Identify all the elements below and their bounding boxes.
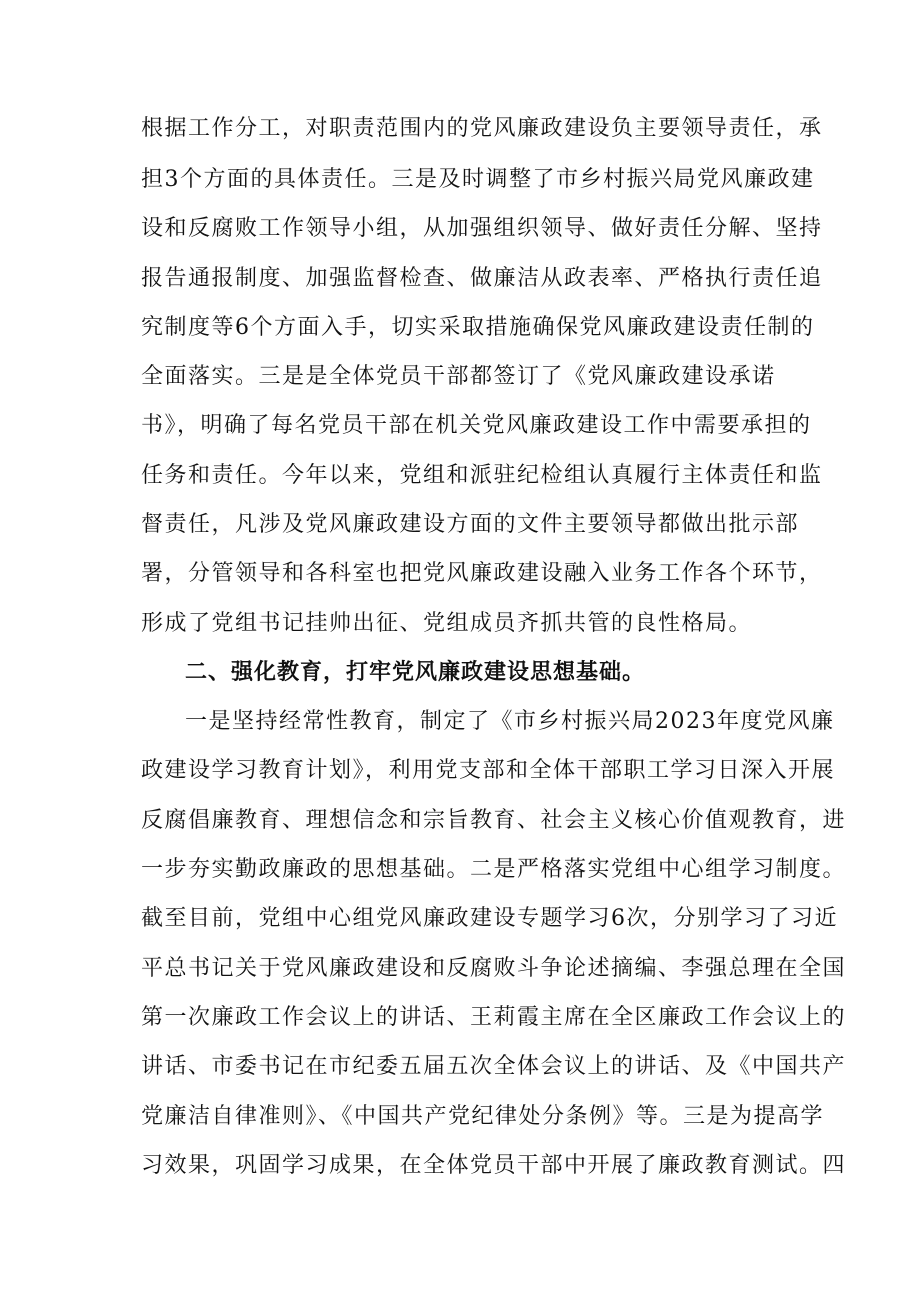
paragraph-line: 平总书记关于党风廉政建设和反腐败斗争论述摘编、李强总理在全国 — [141, 956, 847, 981]
paragraph-line: 根据工作分工，对职责范围内的党风廉政建设负主要领导责任，承 — [141, 116, 823, 141]
paragraph-line: 全面落实。三是是全体党员干部都签订了《党风廉政建设承诺 — [141, 364, 776, 389]
paragraph-line: 报告通报制度、加强监督检查、做廉洁从政表率、严格执行责任追 — [141, 266, 823, 291]
paragraph-line: 党廉洁自律准则》、《中国共产党纪律处分条例》等。三是为提高学 — [141, 1104, 825, 1129]
paragraph-line: 第一次廉政工作会议上的讲话、王莉霞主席在全区廉政工作会议上的 — [141, 1005, 847, 1030]
paragraph-line: 截至目前，党组中心组党风廉政建设专题学习6次，分别学习了习近 — [141, 906, 838, 931]
paragraph-line: 形成了党组书记挂帅出征、党组成员齐抓共管的良性格局。 — [141, 611, 753, 636]
paragraph-line: 究制度等6个方面入手，切实采取措施确保党风廉政建设责任制的 — [141, 315, 815, 340]
paragraph-line: 督责任，凡涉及党风廉政建设方面的文件主要领导都做出批示部 — [141, 512, 800, 537]
paragraph-line: 习效果，巩固学习成果，在全体党员干部中开展了廉政教育测试。四 — [141, 1153, 847, 1178]
paragraph-line: 反腐倡廉教育、理想信念和宗旨教育、社会主义核心价值观教育，进 — [141, 808, 847, 833]
paragraph-line: 署，分管领导和各科室也把党风廉政建设融入业务工作各个环节， — [141, 561, 823, 586]
paragraph-line: 政建设学习教育计划》，利用党支部和全体干部职工学习日深入开展 — [141, 758, 836, 783]
paragraph-line: 任务和责任。今年以来，党组和派驻纪检组认真履行主体责任和监 — [141, 463, 823, 488]
paragraph-line: 书》，明确了每名党员干部在机关党风廉政建设工作中需要承担的 — [141, 413, 812, 438]
paragraph-line: 一是坚持经常性教育，制定了《市乡村振兴局2023年度党风廉 — [185, 709, 835, 734]
paragraph-line: 讲话、市委书记在市纪委五届五次全体会议上的讲话、及《中国共产 — [141, 1054, 847, 1079]
paragraph-line: 担3个方面的具体责任。三是及时调整了市乡村振兴局党风廉政建 — [141, 167, 815, 192]
paragraph-line: 设和反腐败工作领导小组，从加强组织领导、做好责任分解、坚持 — [141, 216, 823, 241]
paragraph-line: 一步夯实勤政廉政的思想基础。二是严格落实党组中心组学习制度。 — [141, 857, 847, 882]
section-heading: 二、强化教育，打牢党风廉政建设思想基础。 — [185, 660, 646, 685]
